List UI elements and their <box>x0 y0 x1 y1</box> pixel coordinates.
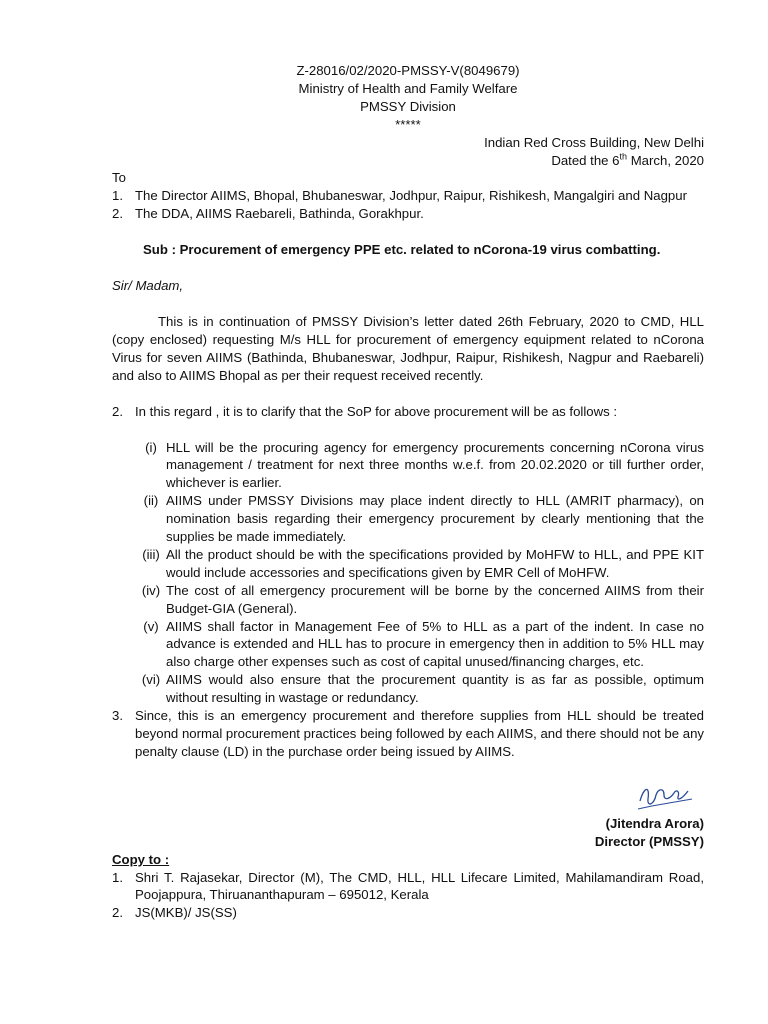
file-number: Z-28016/02/2020-PMSSY-V(8049679) <box>296 63 520 78</box>
sop-list <box>112 439 704 708</box>
sop-item <box>136 492 704 546</box>
letter <box>112 62 704 922</box>
copy-item-2 <box>112 904 704 922</box>
sop-text: AIIMS would also ensure that the procurement quantity is as far as possible, optimum without resulting in wastage or redundancy. <box>166 672 704 706</box>
addressee-number: 2. <box>112 206 123 222</box>
sop-text: AIIMS under PMSSY Divisions may place indent directly to HLL (AMRIT pharmacy), on nomination basis regarding their emergency procurement by clearly mentioning that the supplies be made immediately. <box>166 493 704 545</box>
addressee-text: The DDA, AIIMS Raebareli, Bathinda, Gorakhpur. <box>135 206 424 222</box>
date-suffix: March, 2020 <box>627 152 704 168</box>
copy-number: 2. <box>112 905 123 921</box>
copy-number: 1. <box>112 869 123 885</box>
paragraph-2 <box>112 403 704 421</box>
sop-numeral: (vi) <box>141 672 161 688</box>
date-line <box>112 152 704 170</box>
sop-text: HLL will be the procuring agency for emergency procurements concerning nCorona virus management / treatment for next three months w.e.f. from 20.02.2020 or till further order, whichever is earlier. <box>166 439 704 491</box>
subject-line: Sub : Procurement of emergency PPE etc. related to nCorona-19 virus combatting. <box>143 242 661 258</box>
signature-block <box>112 779 704 815</box>
to-label: To <box>112 170 126 186</box>
addressee-2 <box>112 205 704 223</box>
addressee-text: The Director AIIMS, Bhopal, Bhubaneswar, Jodhpur, Raipur, Rishikesh, Mangalgiri and Nagpur <box>135 188 687 204</box>
sop-numeral: (i) <box>145 439 157 455</box>
sop-numeral: (v) <box>143 618 159 634</box>
sop-numeral: (ii) <box>143 493 159 509</box>
salutation: Sir/ Madam, <box>112 278 184 294</box>
ministry-name: Ministry of Health and Family Welfare <box>298 80 518 96</box>
signature-underline <box>638 799 692 809</box>
signature-image <box>634 779 694 813</box>
header-stars: ***** <box>395 116 421 132</box>
paragraph-number: 3. <box>112 708 123 724</box>
date-prefix: Dated the 6 <box>551 152 620 168</box>
addressee-number: 1. <box>112 188 123 204</box>
copy-to-label: Copy to : <box>112 851 170 867</box>
signatory-designation: Director (PMSSY) <box>594 833 704 849</box>
signature-stroke <box>640 789 688 803</box>
sop-item <box>136 582 704 618</box>
sop-item <box>136 671 704 707</box>
sop-text: AIIMS shall factor in Management Fee of 5% to HLL as a part of the indent. In case no advance is extended and HLL has to procure in emergency then in addition to 5% HLL may also charge other expenses such as cost of capital unused/financing charges, etc. <box>166 618 704 670</box>
paragraph-text: In this regard , it is to clarify that the SoP for above procurement will be as follows : <box>135 403 618 419</box>
copy-item-1 <box>112 869 704 905</box>
paragraph-1: This is in continuation of PMSSY Division’s letter dated 26th February, 2020 to CMD, HLL (copy enclosed) requesting M/s HLL for procurement of emergency equipment related to nCorona Virus for seven AIIMS (Bathinda, Bhubaneswar, Jodhpur, Raipur, Rishikesh, Nagpur and Raebareli) and also to AIIMS Bhopal as per their request received recently. <box>112 313 704 383</box>
division-name: PMSSY Division <box>360 98 456 114</box>
date-sup: th <box>619 151 628 162</box>
sop-item <box>136 439 704 493</box>
addressee-1 <box>112 187 704 205</box>
sop-text: All the product should be with the specifications provided by MoHFW to HLL, and PPE KIT would include accessories and specifications given by EMR Cell of MoHFW. <box>166 546 704 580</box>
sop-text: The cost of all emergency procurement will be borne by the concerned AIIMS from their Budget-GIA (General). <box>166 582 704 616</box>
paragraph-text: Since, this is an emergency procurement and therefore supplies from HLL should be treated beyond normal procurement practices being followed by each AIIMS, and there should not be any penalty clause (LD) in the purchase order being issued by AIIMS. <box>135 708 704 759</box>
sop-item <box>136 546 704 582</box>
sop-numeral: (iii) <box>142 546 160 562</box>
copy-text: Shri T. Rajasekar, Director (M), The CMD, HLL, HLL Lifecare Limited, Mahilamandiram Road, Poojappura, Thiruananthapuram – 695012, Kerala <box>135 869 704 903</box>
sop-item <box>136 618 704 672</box>
paragraph-3 <box>112 707 704 761</box>
copy-text: JS(MKB)/ JS(SS) <box>135 905 237 921</box>
signatory-name: (Jitendra Arora) <box>605 815 704 831</box>
sop-numeral: (iv) <box>141 582 161 598</box>
place: Indian Red Cross Building, New Delhi <box>484 134 704 150</box>
paragraph-number: 2. <box>112 403 123 419</box>
